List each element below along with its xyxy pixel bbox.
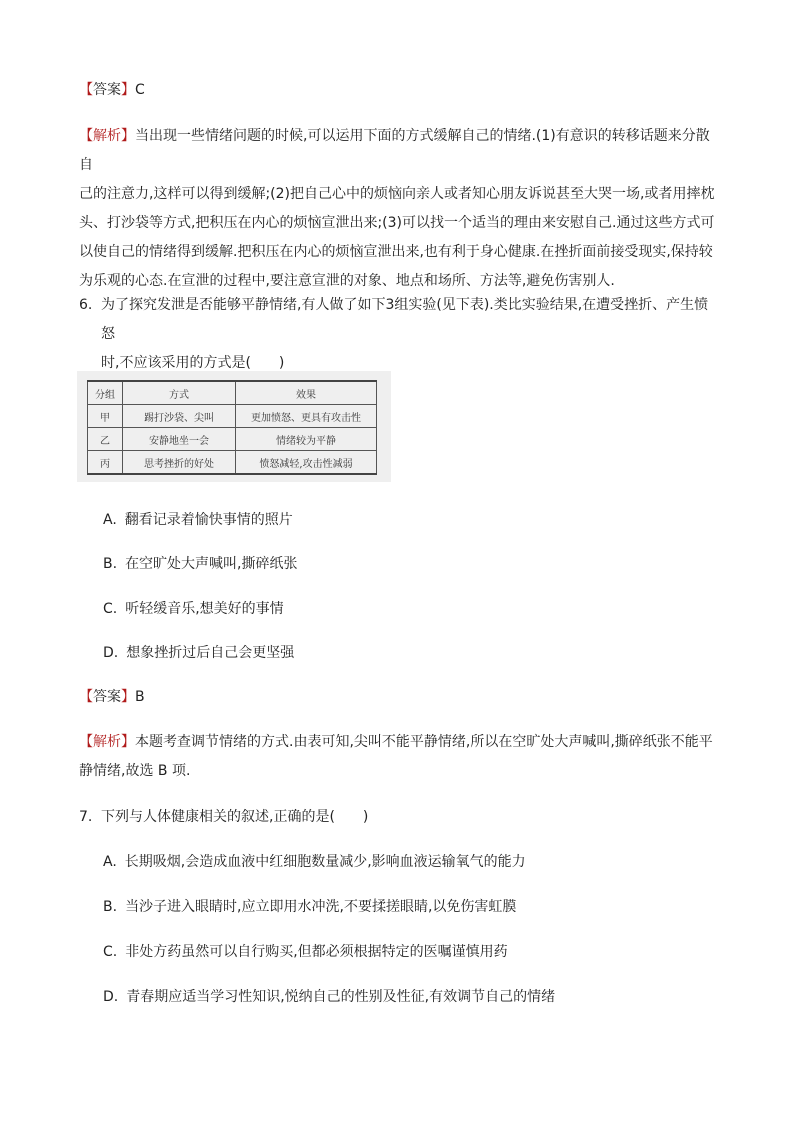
answer-open-bracket: 【 (79, 82, 93, 98)
experiment-table (87, 380, 377, 475)
analysis-line: 静情绪,故选 B 项. (79, 763, 191, 779)
question-line: 时,不应该采用的方式是( ) (101, 355, 285, 371)
question-7 (79, 803, 719, 832)
analysis-text: 本题考查调节情绪的方式.由表可知,尖叫不能平静情绪,所以在空旷处大声喊叫,撕碎纸张不能平 (135, 734, 713, 750)
analysis-line (79, 728, 719, 757)
table-row (88, 405, 377, 428)
option-text: 想象挫折过后自己会更坚强 (126, 645, 295, 661)
question-number: 7. (79, 809, 93, 825)
table-header-row (88, 381, 377, 405)
answer-line (79, 80, 145, 100)
answer-label: 答案 (93, 82, 121, 98)
answer-open-bracket: 【 (79, 689, 93, 705)
option-a (103, 852, 526, 872)
table-cell: 乙 (88, 428, 123, 451)
question-number: 6. (79, 297, 93, 313)
analysis-line (79, 122, 719, 180)
option-letter: A. (103, 854, 117, 870)
table-cell: 丙 (88, 451, 123, 475)
analysis-close-bracket: 】 (121, 734, 135, 750)
answer-value: B (135, 689, 145, 705)
option-d (103, 643, 294, 663)
option-letter: D. (103, 645, 119, 661)
option-text: 翻看记录着愉快事情的照片 (124, 512, 293, 528)
table-header-cell: 效果 (236, 381, 377, 405)
question-line: 下列与人体健康相关的叙述,正确的是( ) (101, 809, 369, 825)
option-letter: B. (103, 899, 118, 915)
option-b (103, 554, 298, 574)
analysis-paragraph (79, 728, 719, 786)
option-letter: D. (103, 989, 119, 1005)
analysis-paragraph (79, 122, 719, 296)
experiment-table-image (77, 371, 391, 482)
analysis-text: 当出现一些情绪问题的时候,可以运用下面的方式缓解自己的情绪.(1)有意识的转移话题来分散自 (79, 128, 710, 173)
analysis-line: 己的注意力,这样可以得到缓解;(2)把自己心中的烦恼向亲人或者知心朋友诉说甚至大哭一场,或者用摔枕 (79, 186, 715, 202)
option-text: 非处方药虽然可以自行购买,但都必须根据特定的医嘱谨慎用药 (125, 944, 508, 960)
table-header-cell: 方式 (123, 381, 236, 405)
analysis-label: 解析 (93, 128, 121, 144)
table-header-cell: 分组 (88, 381, 123, 405)
table-cell: 思考挫折的好处 (123, 451, 236, 475)
option-letter: A. (103, 512, 117, 528)
answer-line (79, 687, 145, 707)
table-cell: 甲 (88, 405, 123, 428)
answer-label: 答案 (93, 689, 121, 705)
option-text: 听轻缓音乐,想美好的事情 (125, 601, 284, 617)
option-b (103, 897, 516, 917)
analysis-close-bracket: 】 (121, 128, 135, 144)
option-a (103, 510, 293, 530)
analysis-line: 以使自己的情绪得到缓解.把积压在内心的烦恼宣泄出来,也有利于身心健康.在挫折面前接受现实,保持较 (79, 244, 713, 260)
table-cell: 更加愤怒、更具有攻击性 (236, 405, 377, 428)
option-text: 青春期应适当学习性知识,悦纳自己的性别及性征,有效调节自己的情绪 (126, 989, 556, 1005)
table-cell: 情绪较为平静 (236, 428, 377, 451)
option-text: 当沙子进入眼睛时,应立即用水冲洗,不要揉搓眼睛,以免伤害虹膜 (125, 899, 517, 915)
option-letter: C. (103, 601, 118, 617)
table-cell: 踢打沙袋、尖叫 (123, 405, 236, 428)
answer-close-bracket: 】 (121, 689, 135, 705)
analysis-label: 解析 (93, 734, 121, 750)
option-d (103, 987, 555, 1007)
option-c (103, 942, 508, 962)
table-cell: 安静地坐一会 (123, 428, 236, 451)
question-line: 为了探究发泄是否能够平静情绪,有人做了如下3组实验(见下表).类比实验结果,在遭受挫折、产生愤怒 (101, 297, 709, 342)
answer-value: C (135, 82, 145, 98)
option-text: 在空旷处大声喊叫,撕碎纸张 (125, 556, 298, 572)
option-letter: B. (103, 556, 118, 572)
answer-close-bracket: 】 (121, 82, 135, 98)
option-c (103, 599, 284, 619)
analysis-line: 为乐观的心态.在宣泄的过程中,要注意宣泄的对象、地点和场所、方法等,避免伤害别人. (79, 273, 615, 289)
analysis-open-bracket: 【 (79, 734, 93, 750)
table-row (88, 451, 377, 475)
table-row (88, 428, 377, 451)
analysis-open-bracket: 【 (79, 128, 93, 144)
option-letter: C. (103, 944, 118, 960)
option-text: 长期吸烟,会造成血液中红细胞数量减少,影响血液运输氧气的能力 (124, 854, 526, 870)
analysis-line: 头、打沙袋等方式,把积压在内心的烦恼宣泄出来;(3)可以找一个适当的理由来安慰自己.通过这些方式可 (79, 215, 715, 231)
table-cell: 愤怒减轻,攻击性减弱 (236, 451, 377, 475)
question-6 (79, 291, 719, 378)
